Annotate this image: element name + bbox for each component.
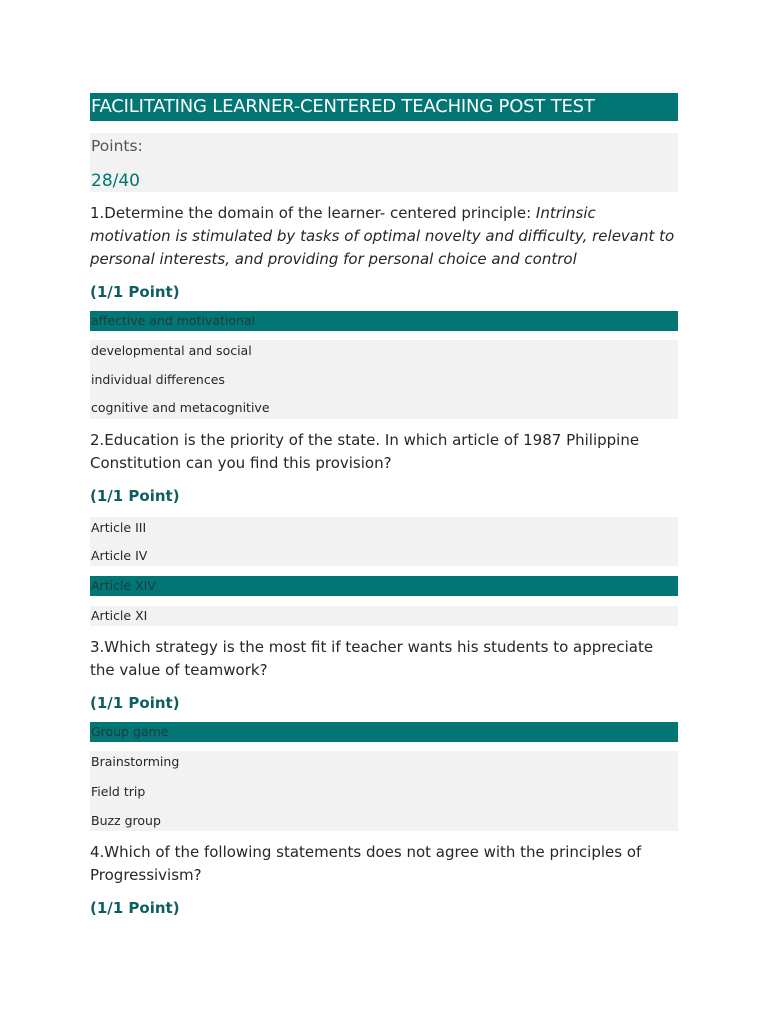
question-1-options xyxy=(90,311,678,419)
question-1-option[interactable]: individual differences xyxy=(90,369,678,399)
question-2-option[interactable]: Article III xyxy=(90,517,678,546)
question-3-score: (1/1 Point) xyxy=(90,694,180,712)
question-2 xyxy=(90,429,678,626)
question-1 xyxy=(90,202,678,419)
question-3-option[interactable]: Brainstorming xyxy=(90,751,678,781)
question-3-option-selected[interactable]: Group game xyxy=(90,722,678,742)
question-4-score: (1/1 Point) xyxy=(90,899,180,917)
points-summary xyxy=(90,133,678,192)
question-1-option[interactable]: cognitive and metacognitive xyxy=(90,399,678,419)
question-3-text: 3.Which strategy is the most fit if teacher wants his students to appreciate the value of teamwork? xyxy=(90,638,654,679)
question-3-option[interactable]: Buzz group xyxy=(90,811,678,831)
question-2-score: (1/1 Point) xyxy=(90,487,180,505)
question-2-option[interactable]: Article XI xyxy=(90,606,678,626)
question-2-options xyxy=(90,517,678,626)
post-test-page xyxy=(90,93,678,920)
question-4-text: 4.Which of the following statements does not agree with the principles of Progressivism? xyxy=(90,843,642,884)
question-1-option-selected[interactable]: affective and motivational xyxy=(90,311,678,331)
question-3 xyxy=(90,636,678,831)
points-value: 28/40 xyxy=(91,171,140,191)
question-3-option[interactable]: Field trip xyxy=(90,781,678,811)
question-2-option-selected[interactable]: Article XIV xyxy=(90,576,678,596)
question-2-text: 2.Education is the priority of the state. In which article of 1987 Philippine Constitution can you find this provision? xyxy=(90,431,640,472)
question-1-score: (1/1 Point) xyxy=(90,283,180,301)
question-1-text: 1.Determine the domain of the learner- centered principle: Intrinsic motivation is stimulated by tasks of optimal novelty and difficulty, relevant to personal interests, and providing for personal choice and control xyxy=(90,204,675,268)
question-3-options xyxy=(90,722,678,831)
question-4 xyxy=(90,841,678,920)
points-label: Points: xyxy=(91,137,143,155)
question-2-option[interactable]: Article IV xyxy=(90,546,678,566)
question-1-quote: Intrinsic motivation is stimulated by tasks of optimal novelty and difficulty, relevant to personal interests, and providing for personal choice and control xyxy=(90,204,675,268)
question-1-option[interactable]: developmental and social xyxy=(90,340,678,369)
page-title: FACILITATING LEARNER-CENTERED TEACHING POST TEST xyxy=(90,93,678,121)
